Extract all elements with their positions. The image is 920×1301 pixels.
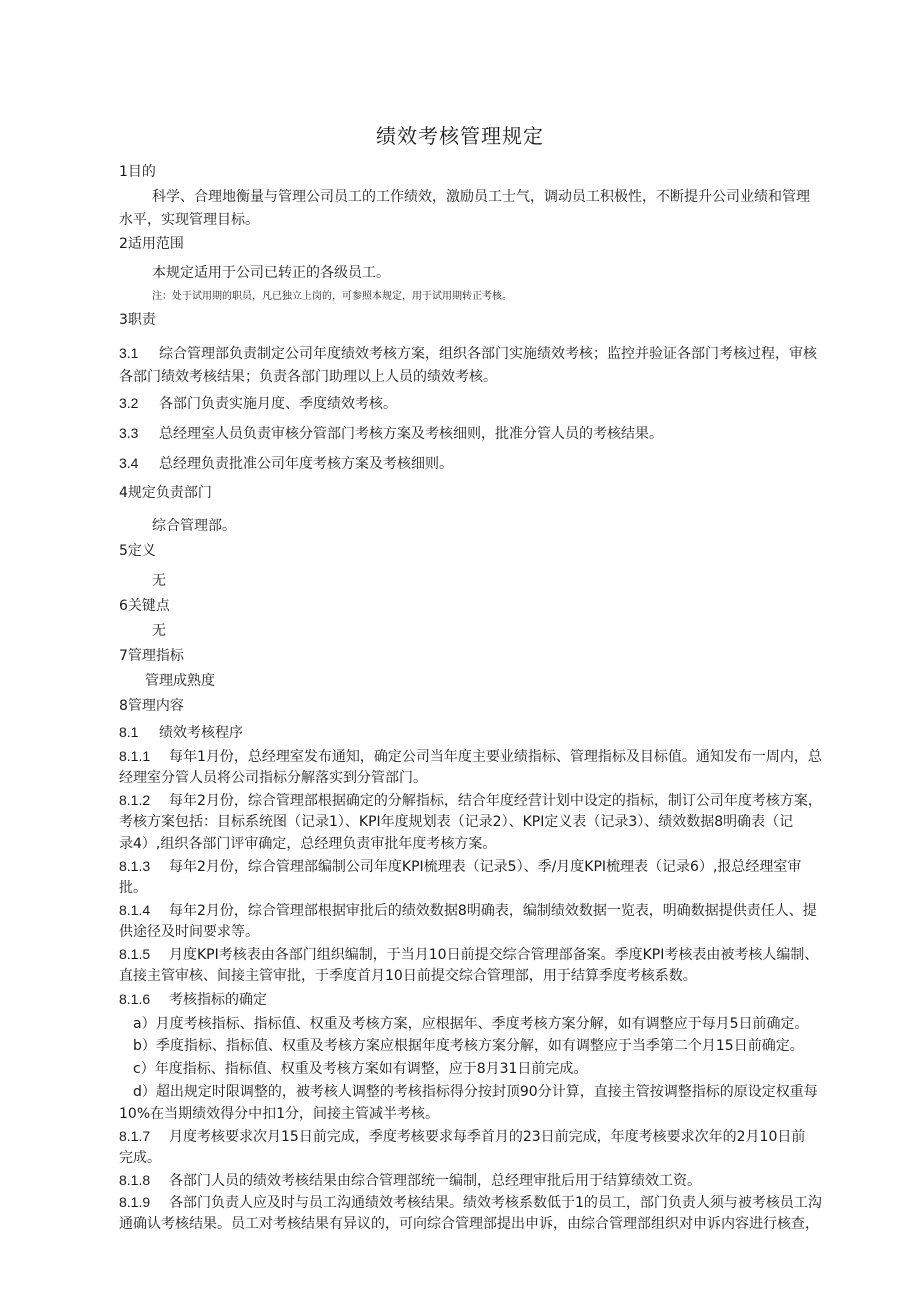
paragraph-line: 批。 xyxy=(119,880,147,896)
item-text: 每年1月份，总经理室发布通知，确定公司当年度主要业绩指标、管理指标及目标值。通知发布一周内，总 xyxy=(169,749,822,765)
sub-list-item-b: b）季度指标、指标值、权重及考核方案应根据年度考核方案分解，如有调整应于当季第二个月15日前确定。 xyxy=(133,1038,804,1054)
section-heading-key-points: 6关键点 xyxy=(119,598,170,614)
paragraph-line: 管理成熟度 xyxy=(145,673,215,689)
list-item xyxy=(119,1170,701,1191)
paragraph-line: 录4）,组织各部门评审确定，总经理负责审批年度考核方案。 xyxy=(119,836,497,852)
item-text: 月度考核要求次月15日前完成，季度考核要求每季首月的23日前完成，年度考核要求次年的2月10日前 xyxy=(169,1129,806,1145)
item-text: 各部门人员的绩效考核结果由综合管理部统一编制，总经理审批后用于结算绩效工资。 xyxy=(169,1173,701,1189)
list-item xyxy=(119,453,453,474)
section-heading-purpose: 1目的 xyxy=(119,164,156,180)
sub-list-item-d: d）超出规定时限调整的，被考核人调整的考核指标得分按封顶90分计算，直接主管按调整指标的原设定权重每 xyxy=(133,1084,818,1100)
list-item xyxy=(119,393,397,414)
paragraph-line: 经理室分管人员将公司指标分解落实到分管部门。 xyxy=(119,770,427,786)
list-item xyxy=(119,944,818,965)
page-title: 绩效考核管理规定 xyxy=(376,124,544,148)
paragraph-line: 10%在当期绩效得分中扣1分，间接主管减半考核。 xyxy=(119,1106,440,1122)
item-text: 综合管理部负责制定公司年度绩效考核方案，组织各部门实施绩效考核；监控并验证各部门考核过程，审核 xyxy=(159,346,817,362)
list-item xyxy=(119,423,663,444)
list-item xyxy=(119,900,817,921)
paragraph-line: 水平，实现管理目标。 xyxy=(119,212,259,228)
paragraph-line: 无 xyxy=(152,573,166,589)
list-item xyxy=(119,856,801,877)
section-heading-content: 8管理内容 xyxy=(119,698,184,714)
paragraph-line: 科学、合理地衡量与管理公司员工的工作绩效，激励员工士气，调动员工积极性，不断提升公司业绩和管理 xyxy=(152,189,810,205)
item-number: 8.1.8 xyxy=(119,1172,151,1188)
list-item xyxy=(119,343,817,364)
item-number: 3.1 xyxy=(119,345,139,361)
paragraph-line: 综合管理部。 xyxy=(152,518,236,534)
list-item xyxy=(119,746,822,767)
item-text: 绩效考核程序 xyxy=(159,725,243,741)
item-text: 总经理室人员负责审核分管部门考核方案及考核细则，批准分管人员的考核结果。 xyxy=(159,426,663,442)
paragraph-line: 考核方案包括：目标系统图（记录1）、KPI年度规划表（记录2）、KPI定义表（记录3）、绩效数据8明确表（记 xyxy=(119,814,794,830)
item-number: 8.1.2 xyxy=(119,792,151,808)
list-item xyxy=(119,790,822,811)
paragraph-line: 通确认考核结果。员工对考核结果有异议的，可向综合管理部提出申诉，由综合管理部组织对申诉内容进行核查， xyxy=(119,1216,819,1232)
item-number: 8.1.5 xyxy=(119,946,151,962)
paragraph-line: 无 xyxy=(152,623,166,639)
paragraph-line: 供途径及时间要求等。 xyxy=(119,924,259,940)
item-text: 每年2月份，综合管理部根据审批后的绩效数据8明确表，编制绩效数据一览表，明确数据提供责任人、提 xyxy=(169,903,817,919)
item-text: 各部门负责实施月度、季度绩效考核。 xyxy=(159,396,397,412)
item-number: 8.1 xyxy=(119,724,139,740)
item-text: 月度KPI考核表由各部门组织编制，于当月10日前提交综合管理部备案。季度KPI考核表由被考核人编制、 xyxy=(169,947,819,963)
item-number: 8.1.1 xyxy=(119,748,151,764)
item-text: 各部门负责人应及时与员工沟通绩效考核结果。绩效考核系数低于1的员工，部门负责人须与被考核员工沟 xyxy=(169,1195,822,1211)
paragraph-line: 本规定适用于公司已转正的各级员工。 xyxy=(152,265,390,281)
item-number: 3.4 xyxy=(119,455,139,471)
item-number: 8.1.6 xyxy=(119,991,151,1007)
item-number: 3.2 xyxy=(119,395,139,411)
item-number: 3.3 xyxy=(119,425,139,441)
paragraph-line: 直接主管审核、间接主管审批，于季度首月10日前提交综合管理部，用于结算季度考核系数。 xyxy=(119,968,697,984)
item-number: 8.1.9 xyxy=(119,1194,151,1210)
item-text: 每年2月份，综合管理部根据确定的分解指标，结合年度经营计划中设定的指标，制订公司年度考核方案， xyxy=(169,793,822,809)
subsection-heading xyxy=(119,722,243,743)
list-item xyxy=(119,1192,822,1213)
item-text: 总经理负责批准公司年度考核方案及考核细则。 xyxy=(159,456,453,472)
section-heading-department: 4规定负责部门 xyxy=(119,485,212,501)
item-number: 8.1.3 xyxy=(119,858,151,874)
list-item xyxy=(119,989,267,1010)
sub-list-item-a: a）月度考核指标、指标值、权重及考核方案，应根据年、季度考核方案分解，如有调整应于每月5日前确定。 xyxy=(133,1016,809,1032)
item-number: 8.1.4 xyxy=(119,902,151,918)
list-item xyxy=(119,1126,805,1147)
section-heading-scope: 2适用范围 xyxy=(119,236,184,252)
sub-list-item-c: c）年度指标、指标值、权重及考核方案如有调整，应于8月31日前完成。 xyxy=(133,1061,588,1077)
item-number: 8.1.7 xyxy=(119,1128,151,1144)
section-heading-definition: 5定义 xyxy=(119,543,156,559)
section-heading-responsibilities: 3职责 xyxy=(119,312,156,328)
item-text: 考核指标的确定 xyxy=(169,992,267,1008)
paragraph-line: 完成。 xyxy=(119,1150,161,1166)
section-heading-indicators: 7管理指标 xyxy=(119,648,184,664)
paragraph-line: 各部门绩效考核结果；负责各部门助理以上人员的绩效考核。 xyxy=(119,369,497,385)
item-text: 每年2月份，综合管理部编制公司年度KPI梳理表（记录5）、季/月度KPI梳理表（记录6）,报总经理室审 xyxy=(169,859,802,875)
note-text: 注：处于试用期的职员，凡已独立上岗的，可参照本规定，用于试用期转正考核。 xyxy=(152,291,512,302)
